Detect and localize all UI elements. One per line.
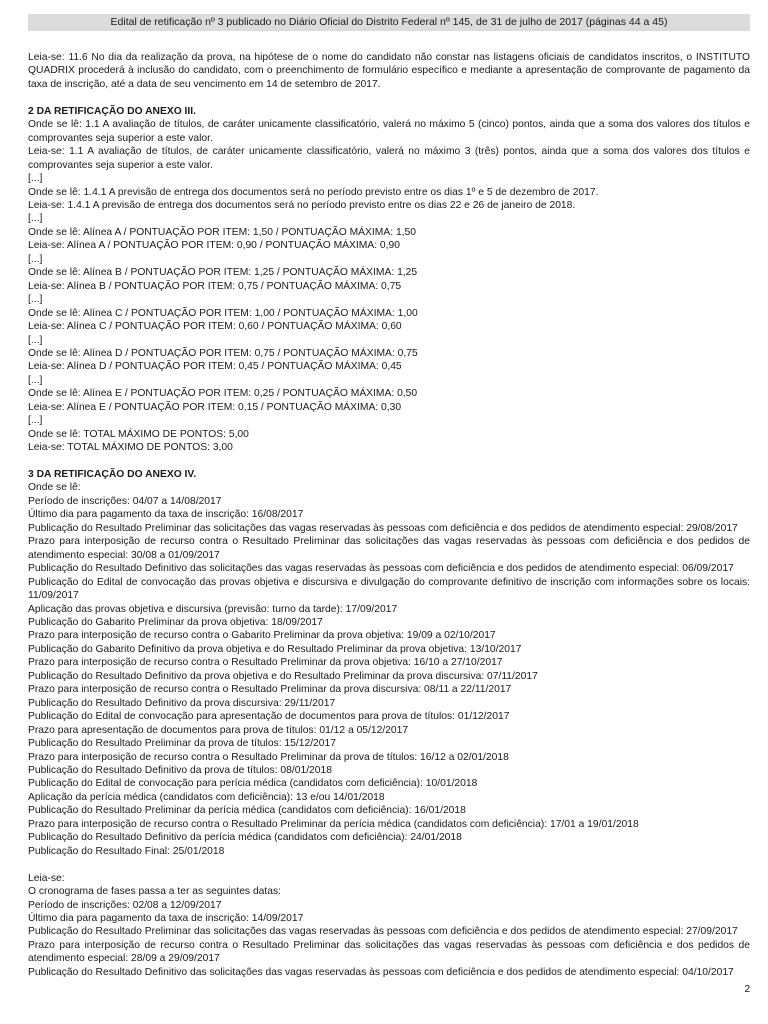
document-line: Leia-se: Alínea A / PONTUAÇÃO POR ITEM: 0,90 / PONTUAÇÃO MÁXIMA: 0,90 (28, 240, 400, 252)
document-line: Prazo para interposição de recurso contra o Resultado Preliminar da prova objetiva: 16/10 a 27/10/2017 (28, 657, 503, 669)
document-page (28, 0, 750, 1024)
document-line: Aplicação das provas objetiva e discursiva (previsão: turno da tarde): 17/09/2017 (28, 603, 398, 615)
document-line: Publicação do Resultado Definitivo da prova discursiva: 29/11/2017 (28, 697, 336, 709)
document-line: Leia-se: Alínea D / PONTUAÇÃO POR ITEM: 0,45 / PONTUAÇÃO MÁXIMA: 0,45 (28, 361, 402, 373)
onde-se-le-label: Onde se lê: (28, 482, 81, 494)
document-line: Publicação do Edital de convocação para perícia médica (candidatos com deficiência): 10/01/2018 (28, 778, 478, 790)
document-line: Leia-se: Alínea E / PONTUAÇÃO POR ITEM: 0,15 / PONTUAÇÃO MÁXIMA: 0,30 (28, 401, 402, 413)
document-line: Prazo para interposição de recurso contra o Resultado Preliminar das solicitações das vagas reservadas às pessoas com deficiência e dos pedidos de atendimento especial: 28/09 a 29/09/2017 (28, 939, 750, 965)
document-line: Prazo para interposição de recurso contra o Gabarito Preliminar da prova objetiva: 19/09 a 02/10/2017 (28, 630, 496, 642)
document-line: Publicação do Resultado Preliminar da prova de títulos: 15/12/2017 (28, 738, 336, 750)
document-line: Onde se lê: Alínea B / PONTUAÇÃO POR ITEM: 1,25 / PONTUAÇÃO MÁXIMA: 1,25 (28, 267, 418, 279)
document-line: Publicação do Resultado Definitivo da prova objetiva e do Resultado Preliminar da prova discursiva: 07/11/2017 (28, 670, 538, 682)
document-line: Onde se lê: Alínea E / PONTUAÇÃO POR ITEM: 0,25 / PONTUAÇÃO MÁXIMA: 0,50 (28, 388, 418, 400)
document-line: Leia-se: Alínea B / PONTUAÇÃO POR ITEM: 0,75 / PONTUAÇÃO MÁXIMA: 0,75 (28, 280, 402, 292)
document-line: Onde se lê: 1.1 A avaliação de títulos, de caráter unicamente classificatório, valerá no máximo 5 (cinco) pontos, ainda que a soma dos valores dos títulos e comprovantes seja superior a este valor. (28, 119, 750, 144)
leia-se-label: Leia-se: (28, 872, 65, 884)
section-heading-anexo-iii: 2 DA RETIFICAÇÃO DO ANEXO III. (28, 105, 197, 117)
header-bar (28, 14, 750, 31)
document-line: Publicação do Resultado Definitivo da prova de títulos: 08/01/2018 (28, 764, 332, 776)
document-line: [...] (28, 334, 43, 346)
document-line: Onde se lê: Alínea C / PONTUAÇÃO POR ITEM: 1,00 / PONTUAÇÃO MÁXIMA: 1,00 (28, 307, 418, 319)
document-line: Publicação do Resultado Final: 25/01/2018 (28, 845, 225, 857)
document-line: Período de inscrições: 04/07 a 14/08/2017 (28, 495, 222, 507)
document-line: Leia-se: 1.1 A avaliação de títulos, de caráter unicamente classificatório, valerá no máximo 3 (três) pontos, ainda que a soma dos valores dos títulos e comprovantes seja superior a este valor. (28, 146, 750, 171)
document-line: Publicação do Resultado Definitivo das solicitações das vagas reservadas às pessoas com deficiência e dos pedidos de atendimento especial: 06/09/2017 (28, 563, 734, 575)
document-line: Aplicação da perícia médica (candidatos com deficiência): 13 e/ou 14/01/2018 (28, 791, 385, 803)
document-line: Último dia para pagamento da taxa de inscrição: 16/08/2017 (28, 509, 304, 521)
document-line: Prazo para interposição de recurso contra o Resultado Preliminar da prova de títulos: 16/12 a 02/01/2018 (28, 751, 509, 763)
document-line: O cronograma de fases passa a ter as seguintes datas: (28, 886, 281, 898)
document-line: Onde se lê: Alínea D / PONTUAÇÃO POR ITEM: 0,75 / PONTUAÇÃO MÁXIMA: 0,75 (28, 347, 418, 359)
document-line: Publicação do Gabarito Definitivo da prova objetiva e do Resultado Preliminar da prova objetiva: 13/10/2017 (28, 643, 522, 655)
document-line: Leia-se: 1.4.1 A previsão de entrega dos documentos será no período previsto entre os dias 22 e 26 de janeiro de 2018. (28, 199, 576, 211)
document-line: Prazo para apresentação de documentos para prova de títulos: 01/12 a 05/12/2017 (28, 724, 409, 736)
document-line: Publicação do Resultado Preliminar da perícia médica (candidatos com deficiência): 16/01/2018 (28, 805, 466, 817)
document-line: Publicação do Resultado Preliminar das solicitações das vagas reservadas às pessoas com deficiência e dos pedidos de atendimento especial: 27/09/2017 (28, 926, 738, 938)
paragraph-spacer (28, 91, 750, 104)
document-body (28, 51, 750, 979)
document-line: Publicação do Resultado Definitivo das solicitações das vagas reservadas às pessoas com deficiência e dos pedidos de atendimento especial: 04/10/2017 (28, 966, 734, 978)
document-line: Leia-se: Alínea C / PONTUAÇÃO POR ITEM: 0,60 / PONTUAÇÃO MÁXIMA: 0,60 (28, 321, 402, 333)
document-line: Publicação do Gabarito Preliminar da prova objetiva: 18/09/2017 (28, 617, 323, 628)
document-line: Publicação do Edital de convocação das provas objetiva e discursiva e divulgação do comprovante definitivo de inscrição com informações sobre os locais: 11/09/2017 (28, 576, 750, 602)
section-heading-anexo-iv: 3 DA RETIFICAÇÃO DO ANEXO IV. (28, 469, 197, 481)
document-line: Publicação do Resultado Preliminar das solicitações das vagas reservadas às pessoas com deficiência e dos pedidos de atendimento especial: 29/08/2017 (28, 522, 738, 534)
document-line: [...] (28, 415, 43, 427)
document-line: [...] (28, 374, 43, 386)
document-line: [...] (28, 213, 43, 225)
paragraph-spacer (28, 455, 750, 468)
document-line: Onde se lê: TOTAL MÁXIMO DE PONTOS: 5,00 (28, 428, 249, 440)
cronograma-retificado-list (28, 885, 750, 979)
document-line: Publicação do Resultado Definitivo da perícia médica (candidatos com deficiência): 24/01/2018 (28, 832, 462, 844)
document-line: [...] (28, 253, 43, 265)
document-line: Prazo para interposição de recurso contra o Resultado Preliminar das solicitações das vagas reservadas às pessoas com deficiência e dos pedidos de atendimento especial: 30/08 a 01/09/2017 (28, 536, 750, 561)
document-line: Leia-se: TOTAL MÁXIMO DE PONTOS: 3,00 (28, 442, 233, 454)
header-title: Edital de retificação nº 3 publicado no Diário Oficial do Distrito Federal nº 145, de 31 de julho de 2017 (páginas 44 a 45) (110, 16, 668, 28)
paragraph-spacer (28, 858, 750, 871)
document-line: Onde se lê: Alínea A / PONTUAÇÃO POR ITEM: 1,50 / PONTUAÇÃO MÁXIMA: 1,50 (28, 226, 416, 238)
document-line: Período de inscrições: 02/08 a 12/09/2017 (28, 899, 222, 911)
document-line: Publicação do Edital de convocação para apresentação de documentos para prova de títulos: 01/12/2017 (28, 711, 510, 723)
intro-paragraph: Leia-se: 11.6 No dia da realização da prova, na hipótese de o nome do candidato não constar nas listagens oficiais de candidatos inscritos, o INSTITUTO QUADRIX procederá à inclusão do candidato, com o preenchimento de formulário específico e mediante a apresentação de comprovante de pagamento da taxa de inscrição, até a data de seu vencimento em 14 de setembro de 2017. (28, 52, 750, 90)
document-line: Último dia para pagamento da taxa de inscrição: 14/09/2017 (28, 912, 304, 924)
document-line: [...] (28, 173, 43, 185)
document-line: Prazo para interposição de recurso contra o Resultado Preliminar da prova discursiva: 08/11 a 22/11/2017 (28, 684, 512, 696)
cronograma-original-list (28, 495, 750, 858)
page-number: 2 (744, 984, 750, 995)
document-line: Onde se lê: 1.4.1 A previsão de entrega dos documentos será no período previsto entre os dias 1º e 5 de dezembro de 2017. (28, 186, 599, 198)
document-line: Prazo para interposição de recurso contra o Resultado Preliminar da perícia médica (candidatos com deficiência): 17/01 a 19/01/2018 (28, 818, 639, 830)
document-line: [...] (28, 294, 43, 306)
anexo-iii-list (28, 118, 750, 454)
